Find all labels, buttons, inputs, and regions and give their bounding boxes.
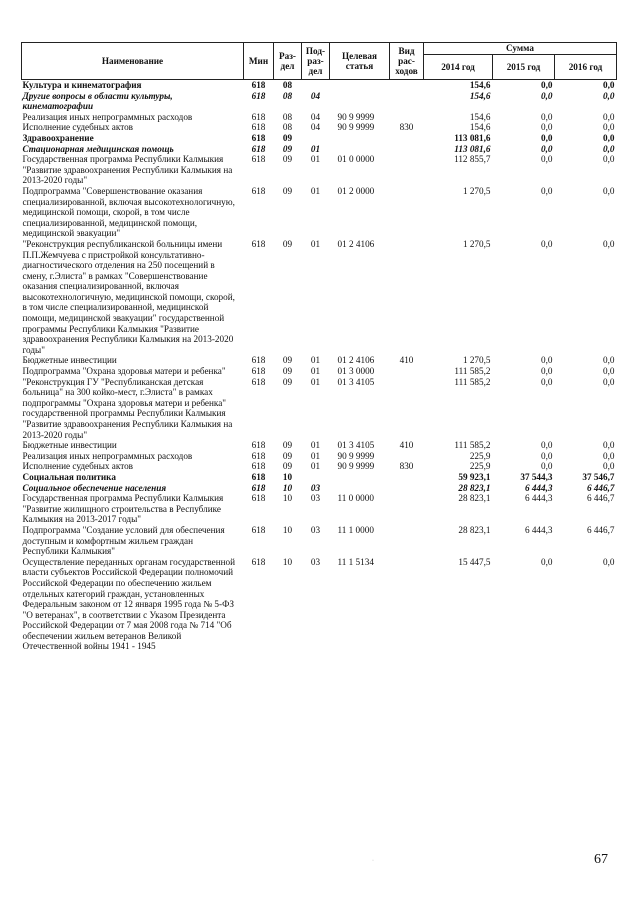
cell-2016: 0,0 bbox=[603, 440, 615, 451]
cell-target bbox=[330, 91, 390, 112]
cell-target: 90 9 9999 bbox=[337, 450, 375, 461]
cell-section: 09 bbox=[282, 440, 293, 451]
cell-2016: 0,0 bbox=[603, 185, 615, 196]
cell-target: 01 0 0000 bbox=[337, 154, 375, 165]
cell-name: Культура и кинематография bbox=[22, 80, 142, 90]
cell-2015: 6 444,3 bbox=[524, 493, 553, 504]
cell-subsection: 03 bbox=[310, 493, 321, 504]
table-row bbox=[22, 91, 617, 112]
cell-2015: 0,0 bbox=[541, 355, 553, 366]
cell-section: 10 bbox=[282, 556, 293, 567]
cell-min: 618 bbox=[251, 376, 266, 387]
cell-2016: 0,0 bbox=[603, 80, 615, 90]
cell-subsection: 01 bbox=[310, 154, 321, 165]
cell-subsection bbox=[302, 133, 330, 144]
cell-min: 618 bbox=[251, 482, 266, 493]
cell-exp-type bbox=[390, 557, 424, 652]
cell-2015: 0,0 bbox=[541, 556, 553, 567]
cell-2016: 6 446,7 bbox=[586, 493, 615, 504]
table-row bbox=[22, 377, 617, 441]
cell-subsection: 01 bbox=[310, 450, 321, 461]
cell-name: Стационарная медицинская помощь bbox=[22, 143, 174, 154]
cell-min: 618 bbox=[251, 185, 266, 196]
budget-table bbox=[21, 42, 617, 652]
cell-min: 618 bbox=[251, 450, 266, 461]
cell-target: 01 3 0000 bbox=[337, 366, 375, 377]
cell-exp-type bbox=[390, 451, 424, 462]
table-body bbox=[22, 80, 617, 653]
cell-exp-type bbox=[390, 366, 424, 377]
cell-target bbox=[330, 133, 390, 144]
cell-exp-type bbox=[390, 112, 424, 123]
header-name: Наименование bbox=[22, 43, 244, 80]
cell-section: 09 bbox=[282, 143, 293, 154]
cell-min: 618 bbox=[251, 355, 266, 366]
cell-subsection bbox=[302, 472, 330, 483]
cell-min: 618 bbox=[251, 143, 266, 154]
cell-exp-type bbox=[390, 133, 424, 144]
cell-min: 618 bbox=[251, 493, 266, 504]
cell-name: Социальное обеспечение населения bbox=[22, 482, 167, 493]
cell-min: 618 bbox=[251, 471, 266, 482]
cell-target: 01 3 4105 bbox=[337, 376, 375, 387]
table-row bbox=[22, 525, 617, 557]
cell-section: 09 bbox=[282, 154, 293, 165]
table-row bbox=[22, 451, 617, 462]
table-row bbox=[22, 461, 617, 472]
cell-exp-type bbox=[390, 91, 424, 112]
cell-2014: 111 585,2 bbox=[454, 376, 491, 387]
cell-name: Подпрограмма "Охрана здоровья матери и ребенка" bbox=[22, 366, 226, 377]
cell-2015: 0,0 bbox=[541, 185, 553, 196]
cell-target: 90 9 9999 bbox=[337, 111, 375, 122]
cell-section: 09 bbox=[282, 238, 293, 249]
budget-table-page bbox=[21, 42, 616, 652]
cell-2015: 37 544,3 bbox=[520, 471, 553, 482]
header-year-2015: 2015 год bbox=[493, 55, 555, 80]
cell-2014: 154,6 bbox=[469, 80, 491, 90]
cell-name: Реализация иных непрограммных расходов bbox=[22, 450, 193, 461]
cell-min: 618 bbox=[251, 154, 266, 165]
cell-2014: 28 823,1 bbox=[458, 493, 491, 504]
cell-2015: 0,0 bbox=[541, 80, 553, 90]
cell-2016: 0,0 bbox=[603, 132, 615, 143]
cell-name: Государственная программа Республики Калмыкия "Развитие жилищного строительства в Республике Калмыкия на 2013-2017 годы" bbox=[22, 493, 224, 525]
page-number: 67 bbox=[594, 852, 608, 867]
cell-section: 08 bbox=[282, 111, 293, 122]
cell-2016: 0,0 bbox=[603, 461, 615, 472]
cell-section: 09 bbox=[282, 366, 293, 377]
table-row bbox=[22, 440, 617, 451]
cell-section: 08 bbox=[282, 80, 293, 90]
cell-exp-type bbox=[390, 483, 424, 494]
cell-section: 09 bbox=[282, 376, 293, 387]
cell-2016: 6 446,7 bbox=[586, 482, 615, 493]
cell-subsection: 01 bbox=[310, 461, 321, 472]
table-row bbox=[22, 144, 617, 155]
cell-section: 09 bbox=[282, 355, 293, 366]
cell-section: 09 bbox=[282, 132, 293, 143]
cell-section: 10 bbox=[282, 524, 293, 535]
table-header bbox=[22, 43, 617, 80]
cell-target bbox=[330, 483, 390, 494]
cell-exp-type bbox=[390, 154, 424, 186]
cell-target: 11 1 5134 bbox=[337, 556, 374, 567]
cell-name: "Реконструкция республиканской больницы имени П.П.Жемчуева с пристройкой консультативно-диагностического отделения на 250 посещений в смену, г.Элиста" в рамках "Совершенствование оказания специализированной, включая высокотехнологичную, медицинской помощи, скорой, в том числе специализированной, медицинской помощи, медицинской эвакуации" государственной программы Республики Калмыкия "Развитие здравоохранения Республики Калмыкия на 2013-2020 годы" bbox=[22, 238, 235, 355]
table-row bbox=[22, 112, 617, 123]
table-row bbox=[22, 154, 617, 186]
cell-exp-type: 410 bbox=[399, 355, 414, 366]
cell-section: 08 bbox=[282, 122, 293, 133]
cell-subsection: 01 bbox=[310, 366, 321, 377]
cell-2016: 0,0 bbox=[603, 111, 615, 122]
cell-2016: 0,0 bbox=[603, 366, 615, 377]
cell-2014: 225,9 bbox=[469, 461, 491, 472]
cell-2015: 0,0 bbox=[541, 122, 553, 133]
cell-2015: 0,0 bbox=[541, 132, 553, 143]
cell-subsection: 03 bbox=[310, 482, 321, 493]
cell-2014: 1 270,5 bbox=[462, 185, 491, 196]
cell-2014: 59 923,1 bbox=[458, 471, 491, 482]
cell-2016: 0,0 bbox=[603, 122, 615, 133]
cell-2015: 0,0 bbox=[541, 90, 553, 101]
cell-2015: 0,0 bbox=[541, 440, 553, 451]
cell-exp-type bbox=[390, 80, 424, 91]
cell-name: Бюджетные инвестиции bbox=[22, 440, 117, 451]
cell-target: 01 2 0000 bbox=[337, 185, 375, 196]
cell-2014: 113 081,6 bbox=[454, 132, 491, 143]
cell-subsection: 01 bbox=[310, 440, 321, 451]
cell-2016: 0,0 bbox=[603, 355, 615, 366]
cell-subsection: 01 bbox=[310, 185, 321, 196]
table-row bbox=[22, 557, 617, 652]
cell-target bbox=[330, 144, 390, 155]
cell-min: 618 bbox=[251, 122, 266, 133]
cell-min: 618 bbox=[251, 366, 266, 377]
scan-speck: · bbox=[372, 858, 374, 864]
cell-section: 08 bbox=[282, 90, 293, 101]
cell-target: 11 1 0000 bbox=[337, 524, 374, 535]
cell-subsection: 01 bbox=[310, 376, 321, 387]
cell-exp-type: 830 bbox=[399, 122, 414, 133]
cell-2016: 0,0 bbox=[603, 376, 615, 387]
cell-2015: 0,0 bbox=[541, 461, 553, 472]
header-exp-type: Вид рас-ходов bbox=[390, 43, 424, 80]
table-row bbox=[22, 80, 617, 91]
table-row bbox=[22, 366, 617, 377]
cell-2016: 37 546,7 bbox=[582, 471, 615, 482]
cell-min: 618 bbox=[251, 90, 266, 101]
cell-name: Подпрограмма "Создание условий для обеспечения доступным и комфортным жильем граждан Республики Калмыкия" bbox=[22, 524, 225, 557]
cell-2014: 15 447,5 bbox=[458, 556, 491, 567]
cell-subsection: 04 bbox=[310, 90, 321, 101]
cell-target: 90 9 9999 bbox=[337, 461, 375, 472]
cell-min: 618 bbox=[251, 132, 266, 143]
table-row bbox=[22, 122, 617, 133]
cell-subsection: 04 bbox=[310, 111, 321, 122]
cell-2016: 6 446,7 bbox=[586, 524, 615, 535]
cell-2015: 0,0 bbox=[541, 154, 553, 165]
cell-2014: 113 081,6 bbox=[454, 143, 491, 154]
cell-name: Социальная политика bbox=[22, 471, 116, 482]
cell-name: Подпрограмма "Совершенствование оказания специализированной, включая высокотехнологичную, медицинской помощи, скорой, в том числе специализированной, медицинской помощи, медицинской эвакуации" bbox=[22, 185, 235, 239]
header-target: Целевая статья bbox=[330, 43, 390, 80]
table-row bbox=[22, 483, 617, 494]
cell-2014: 112 855,7 bbox=[454, 154, 491, 165]
cell-subsection: 01 bbox=[310, 143, 321, 154]
cell-name: Осуществление переданных органам государственной власти субъектов Российской Федерации полномочий Российской Федерации по обеспечению жильем отдельных категорий граждан, установленных Федеральным законом от 12 января 1995 года № 5-ФЗ "О ветеранах", в соответствии с Указом Президента Российской Федерации от 7 мая 2008 года № 714 "Об обеспечении жильем ветеранов Великой Отечественной войны 1941 - 1945 bbox=[22, 556, 236, 652]
cell-exp-type bbox=[390, 239, 424, 356]
cell-2014: 28 823,1 bbox=[458, 524, 491, 535]
cell-2014: 1 270,5 bbox=[462, 355, 491, 366]
cell-name: Бюджетные инвестиции bbox=[22, 355, 117, 366]
cell-min: 618 bbox=[251, 238, 266, 249]
cell-target: 90 9 9999 bbox=[337, 122, 375, 133]
header-section: Раз-дел bbox=[274, 43, 302, 80]
cell-2015: 0,0 bbox=[541, 376, 553, 387]
cell-subsection: 04 bbox=[310, 122, 321, 133]
table-row bbox=[22, 133, 617, 144]
cell-2014: 111 585,2 bbox=[454, 366, 491, 377]
cell-section: 10 bbox=[282, 493, 293, 504]
cell-section: 09 bbox=[282, 461, 293, 472]
cell-exp-type bbox=[390, 377, 424, 441]
cell-target bbox=[330, 80, 390, 91]
cell-subsection: 01 bbox=[310, 238, 321, 249]
cell-2014: 111 585,2 bbox=[454, 440, 491, 451]
cell-2016: 0,0 bbox=[603, 556, 615, 567]
cell-section: 09 bbox=[282, 450, 293, 461]
cell-2015: 0,0 bbox=[541, 111, 553, 122]
cell-exp-type: 410 bbox=[399, 440, 414, 451]
cell-2014: 28 823,1 bbox=[458, 482, 491, 493]
table-row bbox=[22, 472, 617, 483]
cell-2016: 0,0 bbox=[603, 154, 615, 165]
cell-2016: 0,0 bbox=[603, 450, 615, 461]
cell-section: 10 bbox=[282, 482, 293, 493]
cell-exp-type bbox=[390, 186, 424, 239]
cell-subsection: 03 bbox=[310, 556, 321, 567]
cell-min: 618 bbox=[251, 461, 266, 472]
cell-2015: 6 444,3 bbox=[524, 524, 553, 535]
cell-2014: 1 270,5 bbox=[462, 238, 491, 249]
cell-name: Государственная программа Республики Калмыкия "Развитие здравоохранения Республики Калмыкия на 2013-2020 годы" bbox=[22, 154, 233, 186]
cell-2014: 154,6 bbox=[469, 122, 491, 133]
cell-exp-type bbox=[390, 472, 424, 483]
cell-2016: 0,0 bbox=[603, 143, 615, 154]
cell-exp-type bbox=[390, 144, 424, 155]
cell-min: 618 bbox=[251, 524, 266, 535]
cell-target: 11 0 0000 bbox=[337, 493, 374, 504]
cell-subsection: 01 bbox=[310, 355, 321, 366]
cell-name: Исполнение судебных актов bbox=[22, 461, 134, 472]
cell-min: 618 bbox=[251, 556, 266, 567]
header-subsection: Под-раз-дел bbox=[302, 43, 330, 80]
cell-2015: 0,0 bbox=[541, 143, 553, 154]
cell-name: Исполнение судебных актов bbox=[22, 122, 134, 133]
cell-subsection: 03 bbox=[310, 524, 321, 535]
cell-min: 618 bbox=[251, 440, 266, 451]
cell-2015: 0,0 bbox=[541, 366, 553, 377]
cell-name: Реализация иных непрограммных расходов bbox=[22, 111, 193, 122]
header-year-2014: 2014 год bbox=[424, 55, 493, 80]
table-row bbox=[22, 355, 617, 366]
cell-exp-type bbox=[390, 525, 424, 557]
cell-min: 618 bbox=[251, 80, 266, 90]
cell-target: 01 3 4105 bbox=[337, 440, 375, 451]
cell-section: 10 bbox=[282, 471, 293, 482]
cell-target bbox=[330, 472, 390, 483]
header-sum: Сумма bbox=[424, 43, 617, 55]
header-min: Мин bbox=[244, 43, 274, 80]
cell-target: 01 2 4106 bbox=[337, 238, 375, 249]
cell-section: 09 bbox=[282, 185, 293, 196]
cell-2015: 6 444,3 bbox=[524, 482, 553, 493]
cell-2014: 154,6 bbox=[469, 111, 491, 122]
cell-target: 01 2 4106 bbox=[337, 355, 375, 366]
cell-exp-type: 830 bbox=[399, 461, 414, 472]
table-row bbox=[22, 239, 617, 356]
table-row bbox=[22, 493, 617, 525]
cell-2014: 154,6 bbox=[469, 90, 491, 101]
table-row bbox=[22, 186, 617, 239]
cell-2015: 0,0 bbox=[541, 238, 553, 249]
cell-2016: 0,0 bbox=[603, 90, 615, 101]
cell-min: 618 bbox=[251, 111, 266, 122]
cell-2014: 225,9 bbox=[469, 450, 491, 461]
cell-subsection bbox=[302, 80, 330, 91]
cell-2016: 0,0 bbox=[603, 238, 615, 249]
cell-2015: 0,0 bbox=[541, 450, 553, 461]
cell-exp-type bbox=[390, 493, 424, 525]
cell-name: Другие вопросы в области культуры, кинематографии bbox=[22, 90, 173, 112]
header-year-2016: 2016 год bbox=[555, 55, 617, 80]
cell-name: "Реконструкция ГУ "Республиканская детская больница" на 300 койко-мест, г.Элиста" в рамках подпрограммы "Охрана здоровья матери и ребенка" государственной программы Республики Калмыкия "Развитие здравоохранения Республики Калмыкия на 2013-2020 годы" bbox=[22, 376, 233, 440]
cell-name: Здравоохранение bbox=[22, 132, 94, 143]
